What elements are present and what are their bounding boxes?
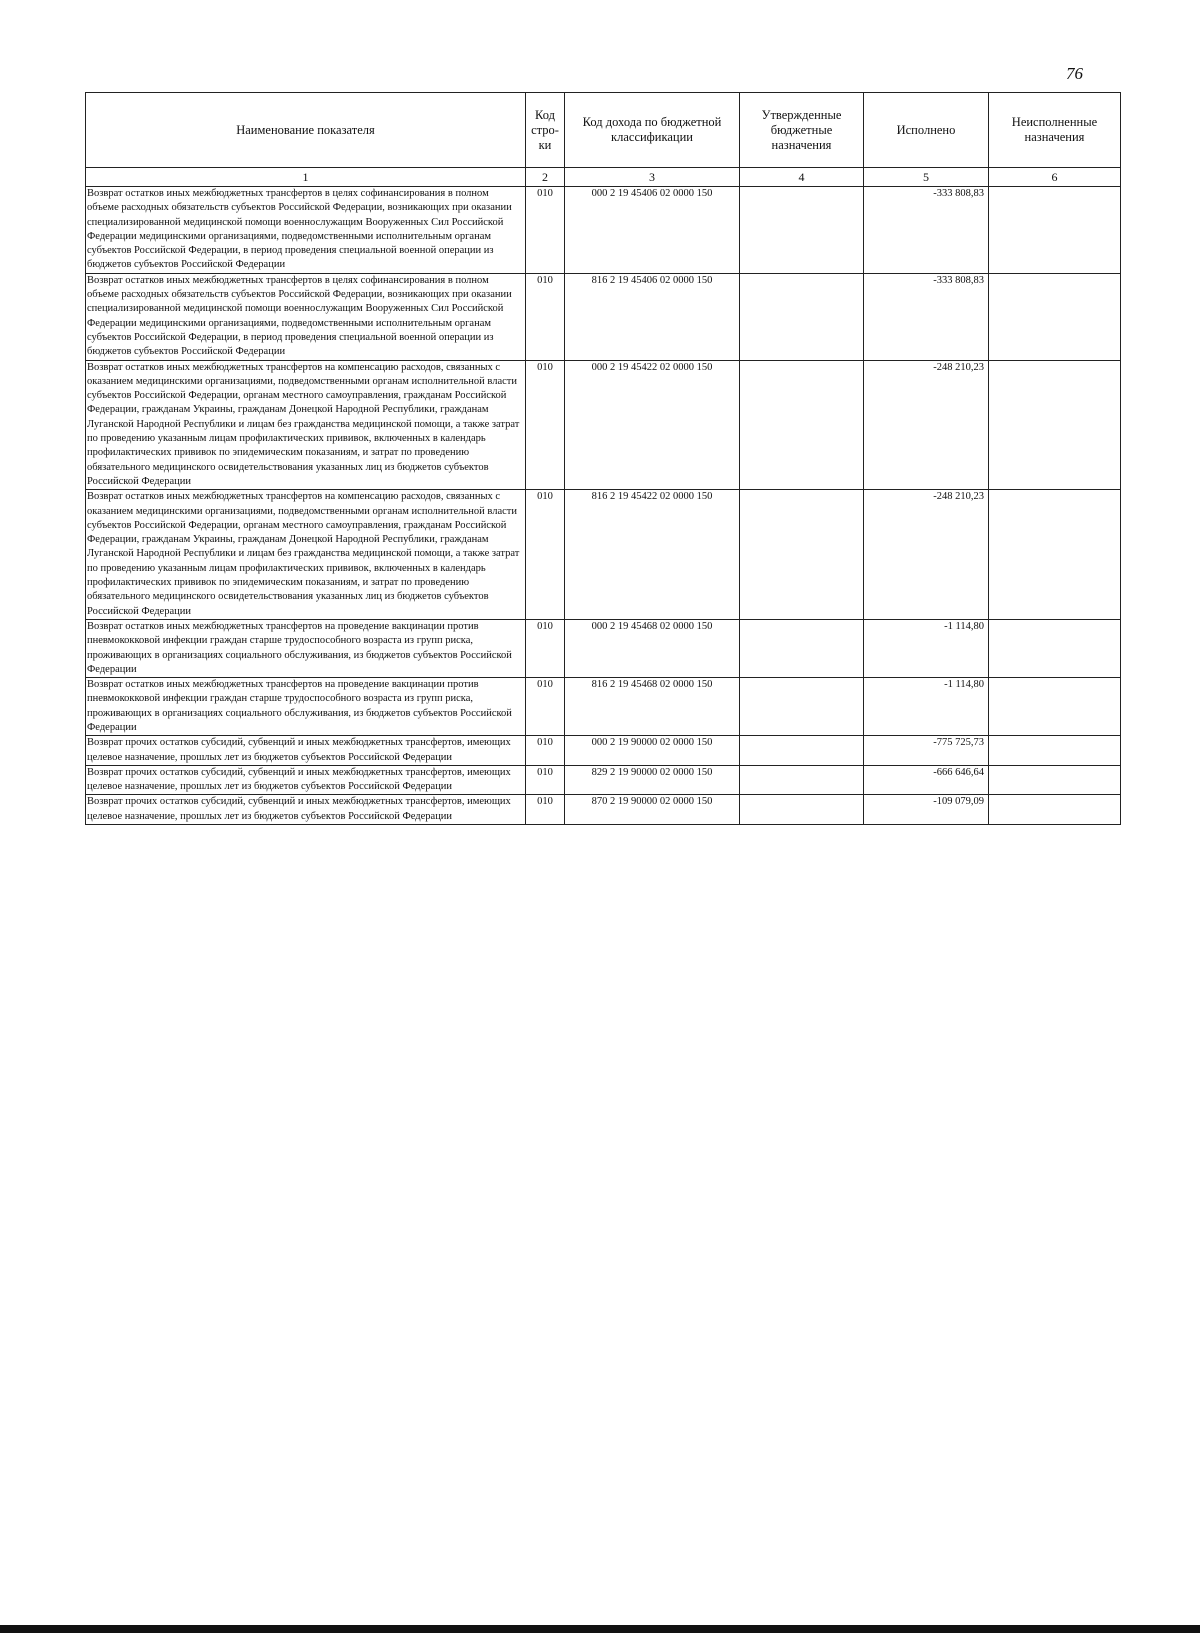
income-code: 816 2 19 45468 02 0000 150: [565, 678, 740, 736]
table-row: [86, 273, 1121, 360]
approved-amount: [740, 187, 864, 274]
unexecuted-amount: [989, 678, 1121, 736]
column-number: 3: [565, 168, 740, 187]
executed-amount: -666 646,64: [864, 765, 989, 795]
approved-amount: [740, 360, 864, 490]
line-code: 010: [526, 765, 565, 795]
income-code: 000 2 19 45406 02 0000 150: [565, 187, 740, 274]
unexecuted-amount: [989, 490, 1121, 620]
table-row: [86, 678, 1121, 736]
header-executed: Исполнено: [864, 93, 989, 168]
indicator-name: Возврат остатков иных межбюджетных трансфертов на компенсацию расходов, связанных с оказанием медицинскими организациями, подведомственными органам исполнительной власти субъектов Российской Федерации, органам местного самоуправления, гражданам Российской Федерации, гражданам Украины, гражданам Донецкой Народной Республики, гражданам Луганской Народной Республики и лицам без гражданства медицинской помощи, а также затрат по проведению указанным лицам профилактических прививок, включенных в календарь профилактических прививок по эпидемическим показаниям, и затрат по проведению обязательного медицинского освидетельствования указанных лиц из бюджетов субъектов Российской Федерации: [86, 360, 526, 490]
executed-amount: -248 210,23: [864, 490, 989, 620]
executed-amount: -1 114,80: [864, 619, 989, 677]
indicator-name: Возврат остатков иных межбюджетных трансфертов на проведение вакцинации против пневмококковой инфекции граждан старше трудоспособного возраста из групп риска, проживающих в организациях социального обслуживания, из бюджетов субъектов Российской Федерации: [86, 678, 526, 736]
executed-amount: -248 210,23: [864, 360, 989, 490]
indicator-name: Возврат остатков иных межбюджетных трансфертов на компенсацию расходов, связанных с оказанием медицинскими организациями, подведомственными органам исполнительной власти субъектов Российской Федерации, органам местного самоуправления, гражданам Российской Федерации, гражданам Украины, гражданам Донецкой Народной Республики, гражданам Луганской Народной Республики и лицам без гражданства медицинской помощи, а также затрат по проведению указанным лицам профилактических прививок, включенных в календарь профилактических прививок по эпидемическим показаниям, и затрат по проведению обязательного медицинского освидетельствования указанных лиц из бюджетов субъектов Российской Федерации: [86, 490, 526, 620]
table-row: [86, 765, 1121, 795]
approved-amount: [740, 795, 864, 825]
unexecuted-amount: [989, 273, 1121, 360]
table-row: [86, 490, 1121, 620]
income-code: 000 2 19 45422 02 0000 150: [565, 360, 740, 490]
table-row: [86, 619, 1121, 677]
line-code: 010: [526, 360, 565, 490]
income-code: 816 2 19 45406 02 0000 150: [565, 273, 740, 360]
line-code: 010: [526, 187, 565, 274]
income-code: 870 2 19 90000 02 0000 150: [565, 795, 740, 825]
indicator-name: Возврат прочих остатков субсидий, субвенций и иных межбюджетных трансфертов, имеющих целевое назначение, прошлых лет из бюджетов субъектов Российской Федерации: [86, 736, 526, 766]
column-number: 4: [740, 168, 864, 187]
table-row: [86, 736, 1121, 766]
line-code: 010: [526, 490, 565, 620]
line-code: 010: [526, 795, 565, 825]
unexecuted-amount: [989, 187, 1121, 274]
indicator-name: Возврат прочих остатков субсидий, субвенций и иных межбюджетных трансфертов, имеющих целевое назначение, прошлых лет из бюджетов субъектов Российской Федерации: [86, 795, 526, 825]
column-number: 1: [86, 168, 526, 187]
header-unexecuted: Неисполненные назначения: [989, 93, 1121, 168]
line-code: 010: [526, 619, 565, 677]
approved-amount: [740, 678, 864, 736]
header-line-code: Код стро- ки: [526, 93, 565, 168]
executed-amount: -333 808,83: [864, 273, 989, 360]
indicator-name: Возврат прочих остатков субсидий, субвенций и иных межбюджетных трансфертов, имеющих целевое назначение, прошлых лет из бюджетов субъектов Российской Федерации: [86, 765, 526, 795]
indicator-name: Возврат остатков иных межбюджетных трансфертов на проведение вакцинации против пневмококковой инфекции граждан старше трудоспособного возраста из групп риска, проживающих в организациях социального обслуживания, из бюджетов субъектов Российской Федерации: [86, 619, 526, 677]
header-approved: Утвержденные бюджетные назначения: [740, 93, 864, 168]
executed-amount: -775 725,73: [864, 736, 989, 766]
income-code: 000 2 19 90000 02 0000 150: [565, 736, 740, 766]
income-code: 000 2 19 45468 02 0000 150: [565, 619, 740, 677]
line-code: 010: [526, 273, 565, 360]
income-code: 829 2 19 90000 02 0000 150: [565, 765, 740, 795]
income-code: 816 2 19 45422 02 0000 150: [565, 490, 740, 620]
approved-amount: [740, 273, 864, 360]
approved-amount: [740, 490, 864, 620]
table-row: [86, 795, 1121, 825]
column-number: 2: [526, 168, 565, 187]
unexecuted-amount: [989, 360, 1121, 490]
column-number: 6: [989, 168, 1121, 187]
unexecuted-amount: [989, 619, 1121, 677]
table-row: [86, 187, 1121, 274]
scan-bottom-edge: [0, 1625, 1200, 1633]
executed-amount: -333 808,83: [864, 187, 989, 274]
executed-amount: -1 114,80: [864, 678, 989, 736]
column-number: 5: [864, 168, 989, 187]
table-row: [86, 360, 1121, 490]
line-code: 010: [526, 678, 565, 736]
indicator-name: Возврат остатков иных межбюджетных трансфертов в целях софинансирования в полном объеме расходных обязательств субъектов Российской Федерации, возникающих при оказании специализированной медицинской помощи военнослужащим Вооруженных Сил Российской Федерации медицинскими организациями, подведомственными исполнительным органам субъектов Российской Федерации, в период проведения специальной военной операции из бюджетов субъектов Российской Федерации: [86, 273, 526, 360]
column-number-row: [86, 168, 1121, 187]
unexecuted-amount: [989, 765, 1121, 795]
unexecuted-amount: [989, 736, 1121, 766]
page-number: 76: [1066, 64, 1083, 83]
budget-execution-table: [85, 92, 1121, 825]
indicator-name: Возврат остатков иных межбюджетных трансфертов в целях софинансирования в полном объеме расходных обязательств субъектов Российской Федерации, возникающих при оказании специализированной медицинской помощи военнослужащим Вооруженных Сил Российской Федерации медицинскими организациями, подведомственными исполнительным органам субъектов Российской Федерации, в период проведения специальной военной операции из бюджетов субъектов Российской Федерации: [86, 187, 526, 274]
header-name: Наименование показателя: [86, 93, 526, 168]
header-row: [86, 93, 1121, 168]
approved-amount: [740, 619, 864, 677]
approved-amount: [740, 765, 864, 795]
executed-amount: -109 079,09: [864, 795, 989, 825]
unexecuted-amount: [989, 795, 1121, 825]
line-code: 010: [526, 736, 565, 766]
approved-amount: [740, 736, 864, 766]
header-income-code: Код дохода по бюджетной классификации: [565, 93, 740, 168]
